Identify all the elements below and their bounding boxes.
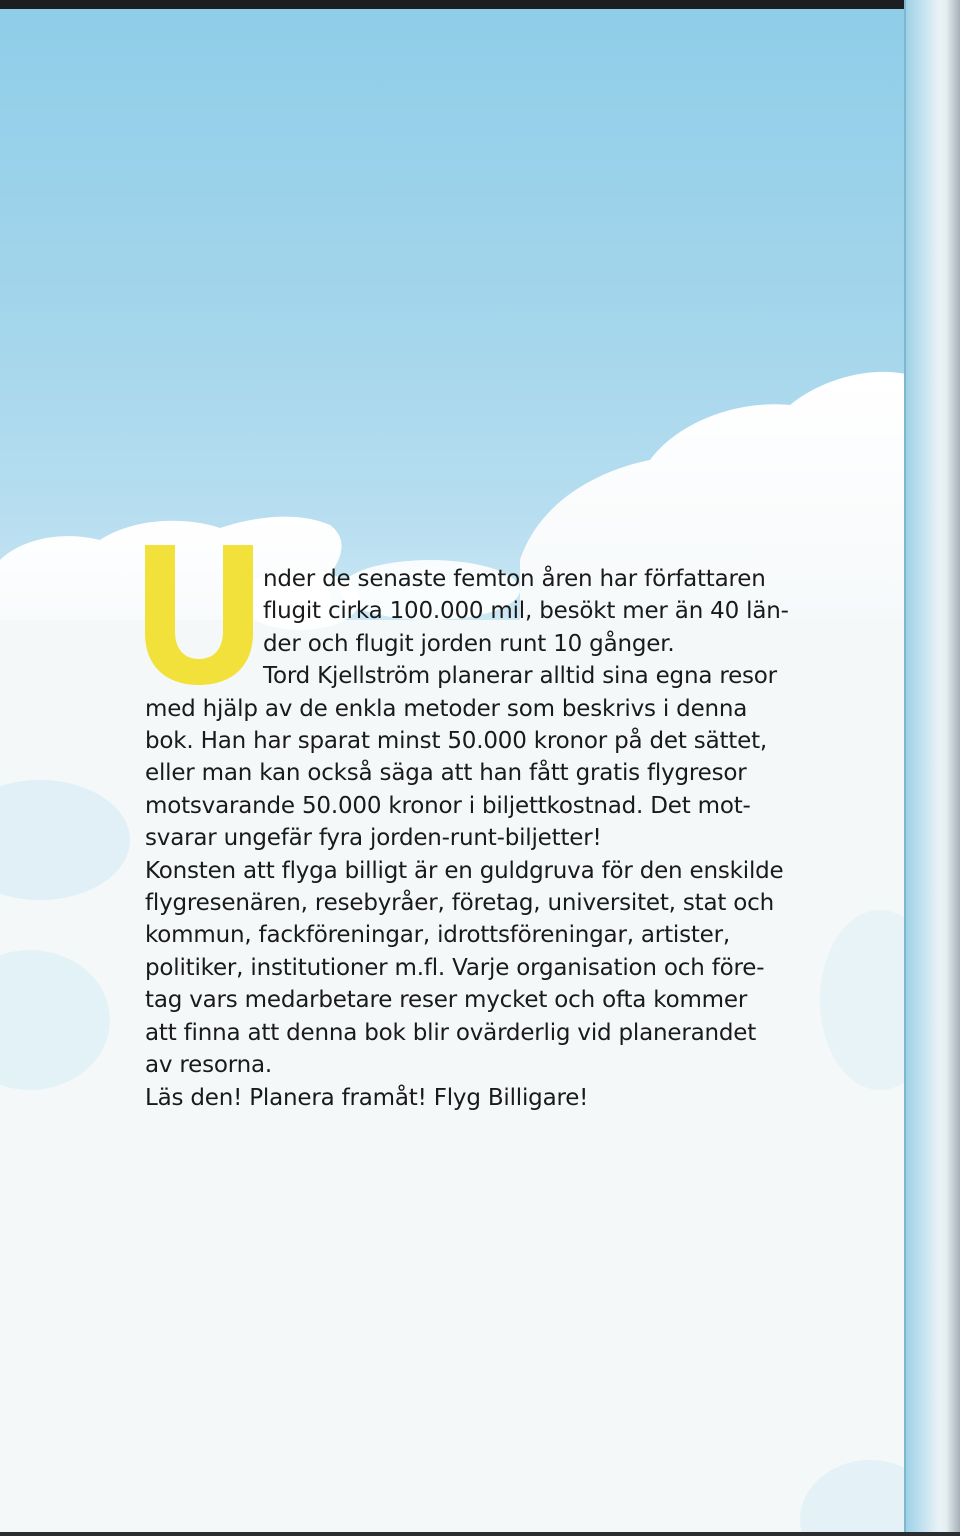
- blurb-line: med hjälp av de enkla metoder som beskrivs i denna: [145, 695, 748, 722]
- blurb-line: Tord Kjellström planerar alltid sina egna resor: [263, 663, 777, 690]
- blurb-line: der och flugit jorden runt 10 gånger.: [263, 630, 675, 657]
- blurb-line: att finna att denna bok blir ovärderlig vid planerandet: [145, 1019, 757, 1046]
- blurb-line: eller man kan också säga att han fått gratis flygresor: [145, 760, 747, 787]
- blurb-line: av resorna.: [145, 1052, 273, 1079]
- back-cover-blurb: [145, 563, 810, 1114]
- blurb-line: motsvarande 50.000 kronor i biljettkostnad. Det mot-: [145, 792, 751, 819]
- blurb-line: flygresenären, resebyråer, företag, universitet, stat och: [145, 890, 774, 917]
- svg-text:U: U: [195, 627, 203, 638]
- blurb-line: nder de senaste femton åren har författaren: [263, 566, 766, 592]
- blurb-line: Läs den! Planera framåt! Flyg Billigare!: [145, 1084, 589, 1111]
- blurb-line: flugit cirka 100.000 mil, besökt mer än 40 län-: [263, 598, 789, 625]
- blurb-line: tag vars medarbetare reser mycket och ofta kommer: [145, 987, 748, 1014]
- blurb-line: svarar ungefär fyra jorden-runt-biljetter!: [145, 825, 602, 852]
- blurb-line: Konsten att flyga billigt är en guldgruva för den enskilde: [145, 857, 784, 884]
- blurb-line: bok. Han har sparat minst 50.000 kronor på det sättet,: [145, 728, 767, 755]
- blurb-line: kommun, fackföreningar, idrottsföreningar, artister,: [145, 922, 730, 949]
- cover-bottom-edge: [0, 1532, 960, 1536]
- spine-shadow: [946, 0, 960, 1536]
- blurb-line: politiker, institutioner m.fl. Varje organisation och före-: [145, 954, 765, 981]
